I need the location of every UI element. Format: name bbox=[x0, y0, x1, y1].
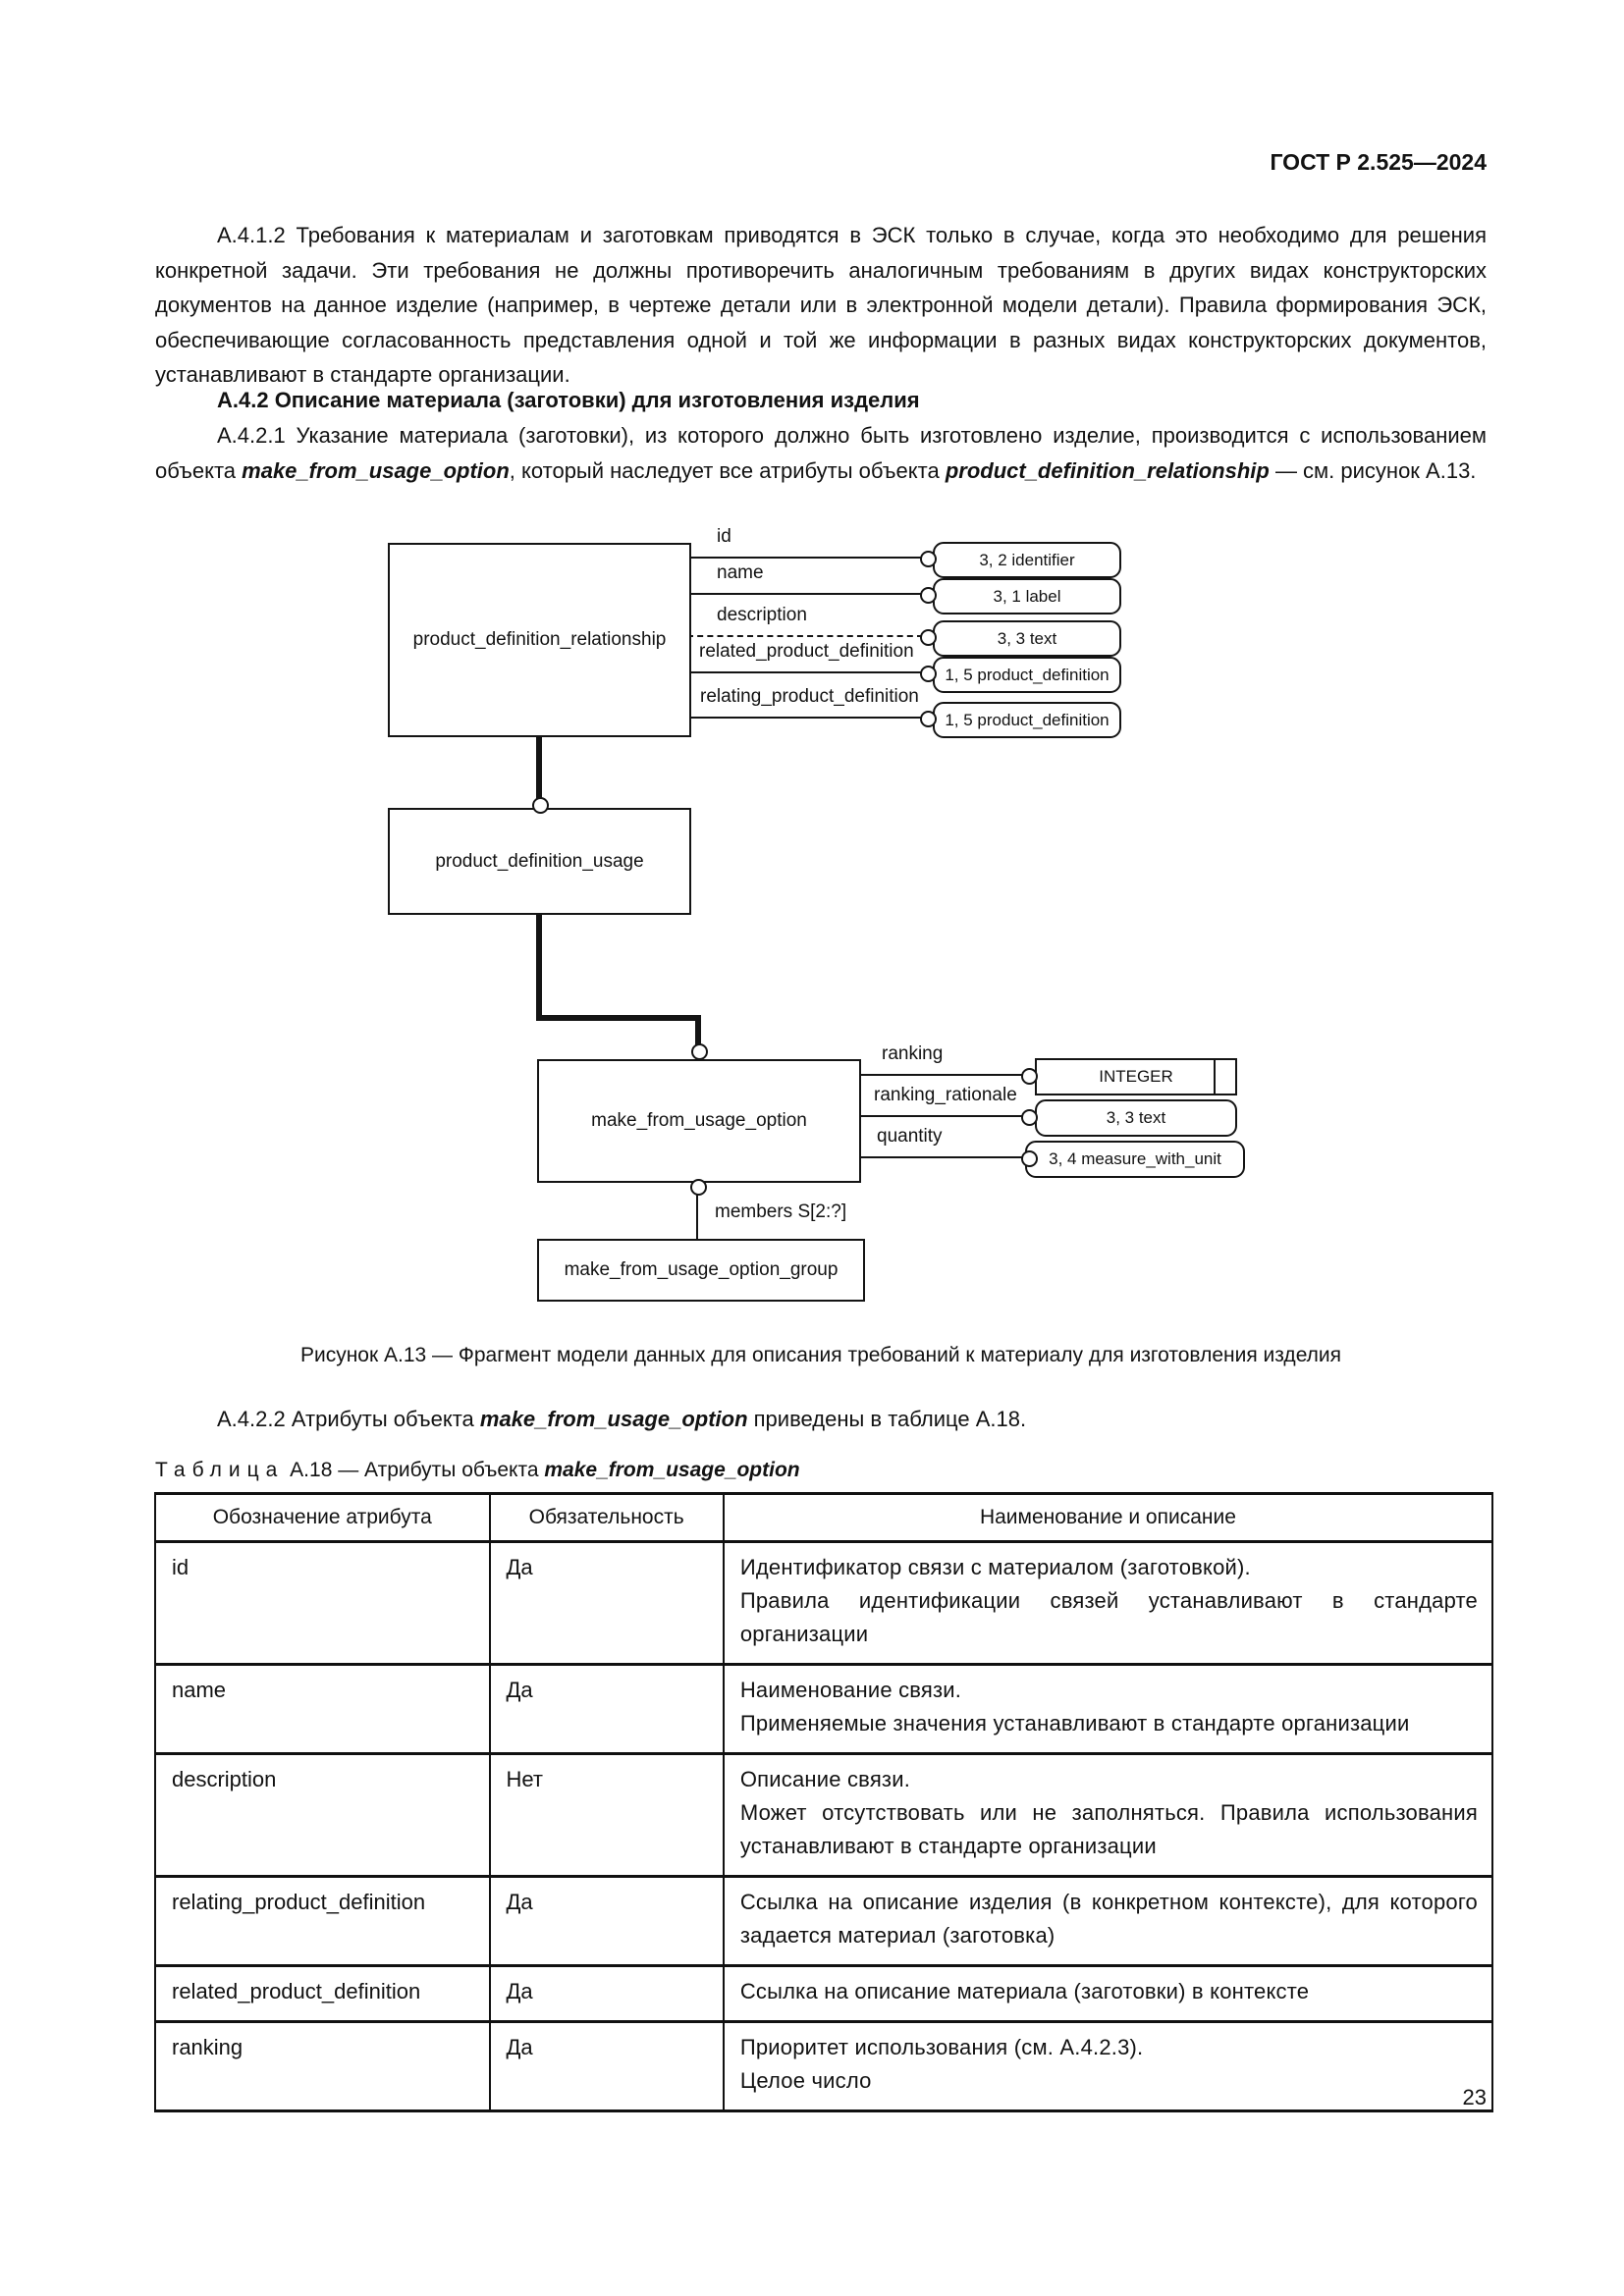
table-row-name bbox=[155, 1665, 1492, 1754]
table-row-relating-product-definition bbox=[155, 1877, 1492, 1966]
attr-line-id bbox=[687, 557, 923, 559]
figure-caption: Рисунок А.13 — Фрагмент модели данных для описания требований к материалу для изготовления изделия bbox=[299, 1344, 1342, 1366]
table-row-related-product-definition bbox=[155, 1966, 1492, 2022]
cell-description bbox=[724, 1665, 1492, 1754]
entity-box-product-definition-relationship bbox=[388, 543, 691, 737]
attr-label-description: description bbox=[717, 605, 807, 625]
cell-attr: id bbox=[155, 1542, 490, 1665]
members-label: members S[2:?] bbox=[715, 1201, 847, 1222]
relation-circle bbox=[920, 587, 937, 604]
attr-label-quantity: quantity bbox=[877, 1126, 943, 1147]
cell-attr: ranking bbox=[155, 2022, 490, 2111]
attr-line-ranking bbox=[857, 1074, 1024, 1076]
description-line: Приоритет использования (см. А.4.2.3). bbox=[739, 2035, 1144, 2059]
entity-label: product_definition_relationship bbox=[412, 629, 667, 650]
column-header-required: Обязательность bbox=[490, 1494, 724, 1542]
description-line: Идентификатор связи с материалом (заготовкой). bbox=[739, 1555, 1251, 1579]
subtype-connector-line bbox=[695, 1015, 701, 1045]
entity-label: product_definition_usage bbox=[435, 850, 644, 872]
table-caption-text: А.18 — Атрибуты объекта bbox=[284, 1459, 545, 1481]
description-line: Ссылка на описание материала (заготовки) в контексте bbox=[739, 1979, 1310, 2003]
attributes-table-wrapper bbox=[154, 1492, 1493, 2112]
object-name-make-from-usage-option: make_from_usage_option bbox=[544, 1459, 800, 1481]
subtype-connector-line bbox=[536, 911, 542, 1021]
type-label: INTEGER bbox=[1099, 1067, 1173, 1086]
cell-required: Да bbox=[490, 1665, 724, 1754]
description-line: Описание связи. bbox=[739, 1767, 911, 1791]
attr-line-description-dashed bbox=[687, 635, 923, 637]
attr-label-ranking-rationale: ranking_rationale bbox=[874, 1085, 1017, 1105]
attr-label-related-product-definition: related_product_definition bbox=[699, 641, 914, 662]
page-ref-box-text: 3, 3 text bbox=[1035, 1099, 1237, 1137]
attr-label-name: name bbox=[717, 562, 764, 583]
entity-box-product-definition-usage bbox=[388, 808, 691, 915]
paragraph-a412: А.4.1.2 Требования к материалам и заготовкам приводятся в ЭСК только в случае, когда это необходимо для решения конкретной задачи. Эти требования не должны противоречить аналогичным требованиям в других видах конструкторских документов на данное изделие (например, в чертеже детали или в электронной модели детали). Правила формирования ЭСК, обеспечивающие согласованность представления одной и той же информации в разных видах конструкторских документов, устанавливают в стандарте организации. bbox=[155, 223, 1487, 387]
table-row-id bbox=[155, 1542, 1492, 1665]
relation-circle bbox=[920, 629, 937, 646]
table-caption bbox=[155, 1459, 1487, 1482]
description-line: Правила идентификации связей устанавливают в стандарте организации bbox=[739, 1588, 1478, 1646]
column-header-attribute: Обозначение атрибута bbox=[155, 1494, 490, 1542]
paragraph-a421-text3: — см. рисунок А.13. bbox=[1269, 457, 1477, 483]
relation-circle bbox=[920, 711, 937, 727]
attr-line-quantity bbox=[857, 1156, 1024, 1158]
table-caption-word: Таблица bbox=[155, 1459, 285, 1481]
page-header: ГОСТ Р 2.525—2024 bbox=[1270, 149, 1487, 175]
attr-line-ranking-rationale bbox=[857, 1115, 1024, 1117]
entity-label: make_from_usage_option_group bbox=[564, 1259, 839, 1280]
relation-circle bbox=[1021, 1150, 1038, 1167]
relation-circle bbox=[920, 551, 937, 567]
type-box-integer bbox=[1035, 1058, 1237, 1095]
members-circle bbox=[690, 1179, 707, 1196]
page-number: 23 bbox=[1462, 2085, 1487, 2109]
paragraph-a422-text2: приведены в таблице А.18. bbox=[747, 1407, 1027, 1431]
cell-required: Да bbox=[490, 1966, 724, 2022]
description-line: Целое число bbox=[739, 2068, 872, 2093]
subtype-circle bbox=[532, 797, 549, 814]
cell-attr: description bbox=[155, 1754, 490, 1877]
attr-line-relating bbox=[687, 717, 923, 719]
members-line bbox=[696, 1194, 698, 1239]
page-ref-box-product-definition: 1, 5 product_definition bbox=[933, 657, 1121, 693]
description-line: Наименование связи. bbox=[739, 1678, 962, 1702]
attr-label-ranking: ranking bbox=[882, 1043, 944, 1064]
attr-line-name bbox=[687, 593, 923, 595]
page-ref-box-label: 3, 1 label bbox=[933, 578, 1121, 614]
relation-circle bbox=[1021, 1068, 1038, 1085]
page-ref-box-identifier: 3, 2 identifier bbox=[933, 542, 1121, 578]
subtype-circle bbox=[691, 1043, 708, 1060]
description-line: Может отсутствовать или не заполняться. Правила использования устанавливают в стандарте организации bbox=[739, 1800, 1478, 1858]
attr-line-related bbox=[687, 671, 923, 673]
paragraph-a422 bbox=[155, 1402, 1487, 1437]
entity-box-make-from-usage-option bbox=[537, 1059, 861, 1183]
cell-description bbox=[724, 1754, 1492, 1877]
description-line: Применяемые значения устанавливают в стандарте организации bbox=[739, 1711, 1410, 1735]
cell-attr: relating_product_definition bbox=[155, 1877, 490, 1966]
relation-circle bbox=[920, 666, 937, 682]
cell-required: Нет bbox=[490, 1754, 724, 1877]
cell-attr: name bbox=[155, 1665, 490, 1754]
attr-label-relating-product-definition: relating_product_definition bbox=[700, 686, 919, 707]
relation-circle bbox=[1021, 1109, 1038, 1126]
cell-description bbox=[724, 1966, 1492, 2022]
object-name-make-from-usage-option: make_from_usage_option bbox=[479, 1407, 748, 1431]
heading-a42: А.4.2 Описание материала (заготовки) для изготовления изделия bbox=[217, 388, 920, 412]
column-header-description: Наименование и описание bbox=[724, 1494, 1492, 1542]
cell-required: Да bbox=[490, 2022, 724, 2111]
table-header-row bbox=[155, 1494, 1492, 1542]
paragraph-a422-text1: А.4.2.2 Атрибуты объекта bbox=[217, 1407, 480, 1431]
cell-required: Да bbox=[490, 1877, 724, 1966]
object-name-relationship-suffix: relationship bbox=[1147, 457, 1270, 483]
cell-required: Да bbox=[490, 1542, 724, 1665]
subtype-connector-line bbox=[536, 733, 542, 800]
description-line: Ссылка на описание изделия (в конкретном контексте), для которого задается материал (заготовка) bbox=[739, 1890, 1478, 1948]
table-row-description bbox=[155, 1754, 1492, 1877]
subtype-connector-line bbox=[536, 1015, 701, 1021]
cell-description bbox=[724, 1877, 1492, 1966]
attr-label-id: id bbox=[717, 526, 731, 547]
page-ref-box-product-definition: 1, 5 product_definition bbox=[933, 702, 1121, 738]
cell-attr: related_product_definition bbox=[155, 1966, 490, 2022]
page-ref-box-measure-with-unit: 3, 4 measure_with_unit bbox=[1025, 1141, 1245, 1178]
page-ref-box-text: 3, 3 text bbox=[933, 620, 1121, 657]
paragraph-a421-text2: , который наследует все атрибуты объекта bbox=[509, 457, 946, 483]
object-name-product-definition-prefix: product_definition_ bbox=[945, 457, 1148, 483]
paragraph-a421-text1: А.4.2.1 Указание материала (заготовки), из которого должно быть изготовлено изделие, производится с использованием объекта bbox=[155, 423, 1487, 483]
object-name-make-from-usage-option: make_from_usage_option bbox=[242, 457, 510, 483]
entity-label: make_from_usage_option bbox=[591, 1110, 807, 1131]
cell-description bbox=[724, 1542, 1492, 1665]
simple-type-bar bbox=[1214, 1060, 1216, 1094]
entity-box-make-from-usage-option-group bbox=[537, 1239, 865, 1302]
attributes-table bbox=[154, 1492, 1493, 2112]
